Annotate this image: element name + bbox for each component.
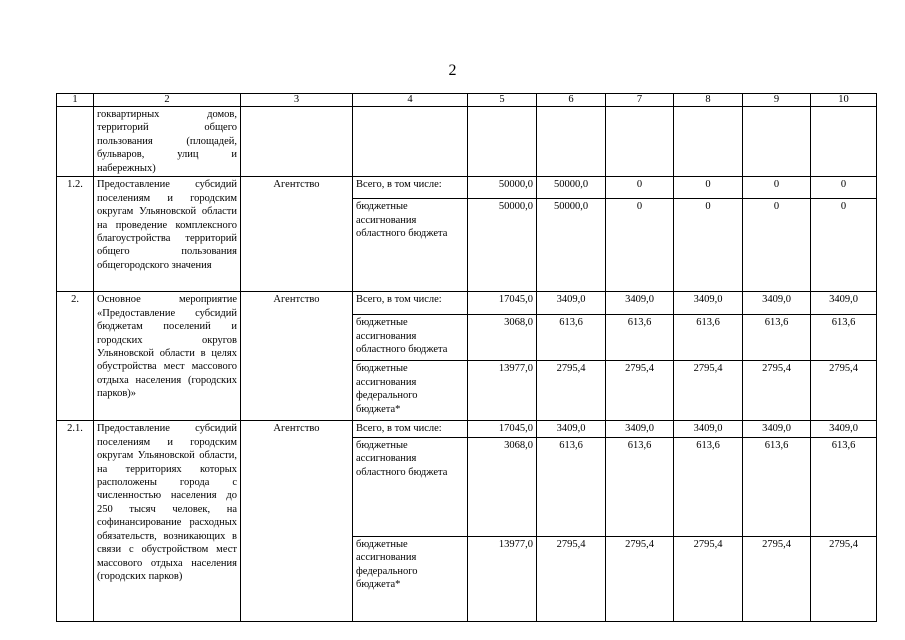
value-cell: 3409,0 (743, 421, 811, 437)
funding-source: бюджетные ассигнования областного бюджета (353, 315, 468, 361)
column-number: 1 (57, 94, 94, 107)
value-cell: 2795,4 (674, 536, 743, 621)
value-cell: 3409,0 (606, 421, 674, 437)
value-cell: 3409,0 (674, 421, 743, 437)
value-cell: 2795,4 (606, 361, 674, 421)
value-cell: 3068,0 (468, 437, 537, 536)
column-number: 3 (241, 94, 353, 107)
value-cell: 0 (743, 177, 811, 199)
page-number: 2 (448, 62, 457, 79)
activity-name: Основное мероприятие «Предоставление субсидий бюджетам поселений и городских округов Ульяновской области в целях обустройства мест массового отдыха населения (городских парков)» (94, 292, 241, 421)
value-cell: 2795,4 (606, 536, 674, 621)
value-cell: 613,6 (811, 437, 877, 536)
value-cell: 613,6 (674, 437, 743, 536)
value-cell: 50000,0 (537, 177, 606, 199)
value-cell: 613,6 (606, 437, 674, 536)
value-cell: 17045,0 (468, 421, 537, 437)
table-row (57, 177, 877, 199)
column-number: 5 (468, 94, 537, 107)
column-number: 6 (537, 94, 606, 107)
activity-name: Предоставление субсидий поселениям и городским округам Ульяновской области на проведение комплексного благоустройства территорий общего пользования общегородского значения (94, 177, 241, 292)
column-number: 10 (811, 94, 877, 107)
column-number: 9 (743, 94, 811, 107)
row-number: 2. (57, 292, 94, 421)
continuation-row (57, 107, 877, 177)
value-cell: 0 (674, 177, 743, 199)
value-cell: 0 (743, 199, 811, 292)
row-number: 1.2. (57, 177, 94, 292)
value-cell: 0 (606, 177, 674, 199)
column-number: 4 (353, 94, 468, 107)
value-cell: 3409,0 (811, 421, 877, 437)
value-cell: 2795,4 (674, 361, 743, 421)
budget-table (56, 93, 877, 622)
value-cell: 0 (811, 199, 877, 292)
value-cell: 17045,0 (468, 292, 537, 315)
value-cell: 0 (606, 199, 674, 292)
column-number: 2 (94, 94, 241, 107)
value-cell: 3409,0 (606, 292, 674, 315)
value-cell: 2795,4 (743, 536, 811, 621)
funding-source: бюджетные ассигнования областного бюджета (353, 437, 468, 536)
activity-name: Предоставление субсидий поселениям и городским округам Ульяновской области, на территориях которых расположены города с численностью населения до 250 тысяч человек, на софинансирование расходных обязательств, возникающих в связи с обустройством мест массового отдыха населения (городских парков) (94, 421, 241, 621)
funding-source: бюджетные ассигнования федерального бюджета* (353, 536, 468, 621)
funding-source: Всего, в том числе: (353, 292, 468, 315)
value-cell: 613,6 (674, 315, 743, 361)
executor: Агентство (241, 292, 353, 421)
value-cell: 3068,0 (468, 315, 537, 361)
value-cell: 0 (674, 199, 743, 292)
value-cell: 50000,0 (537, 199, 606, 292)
row-number: 2.1. (57, 421, 94, 621)
table-row (57, 421, 877, 437)
value-cell: 3409,0 (811, 292, 877, 315)
value-cell: 50000,0 (468, 199, 537, 292)
value-cell: 3409,0 (674, 292, 743, 315)
funding-source: бюджетные ассигнования федерального бюджета* (353, 361, 468, 421)
funding-source: бюджетные ассигнования областного бюджета (353, 199, 468, 292)
executor: Агентство (241, 421, 353, 621)
value-cell: 2795,4 (537, 536, 606, 621)
value-cell: 13977,0 (468, 536, 537, 621)
value-cell: 0 (811, 177, 877, 199)
column-number: 8 (674, 94, 743, 107)
value-cell: 3409,0 (743, 292, 811, 315)
value-cell: 613,6 (537, 315, 606, 361)
value-cell: 2795,4 (811, 361, 877, 421)
value-cell: 613,6 (537, 437, 606, 536)
table-row (57, 292, 877, 315)
value-cell: 2795,4 (811, 536, 877, 621)
value-cell: 13977,0 (468, 361, 537, 421)
funding-source: Всего, в том числе: (353, 177, 468, 199)
value-cell: 50000,0 (468, 177, 537, 199)
value-cell: 613,6 (811, 315, 877, 361)
value-cell: 613,6 (606, 315, 674, 361)
value-cell: 613,6 (743, 437, 811, 536)
column-number-row (57, 94, 877, 107)
funding-source: Всего, в том числе: (353, 421, 468, 437)
value-cell: 3409,0 (537, 421, 606, 437)
continuation-text: гоквартирных домов, территорий общего пользования (площадей, бульваров, улиц и набережных) (94, 107, 241, 177)
column-number: 7 (606, 94, 674, 107)
executor: Агентство (241, 177, 353, 292)
value-cell: 2795,4 (537, 361, 606, 421)
value-cell: 613,6 (743, 315, 811, 361)
value-cell: 2795,4 (743, 361, 811, 421)
value-cell: 3409,0 (537, 292, 606, 315)
